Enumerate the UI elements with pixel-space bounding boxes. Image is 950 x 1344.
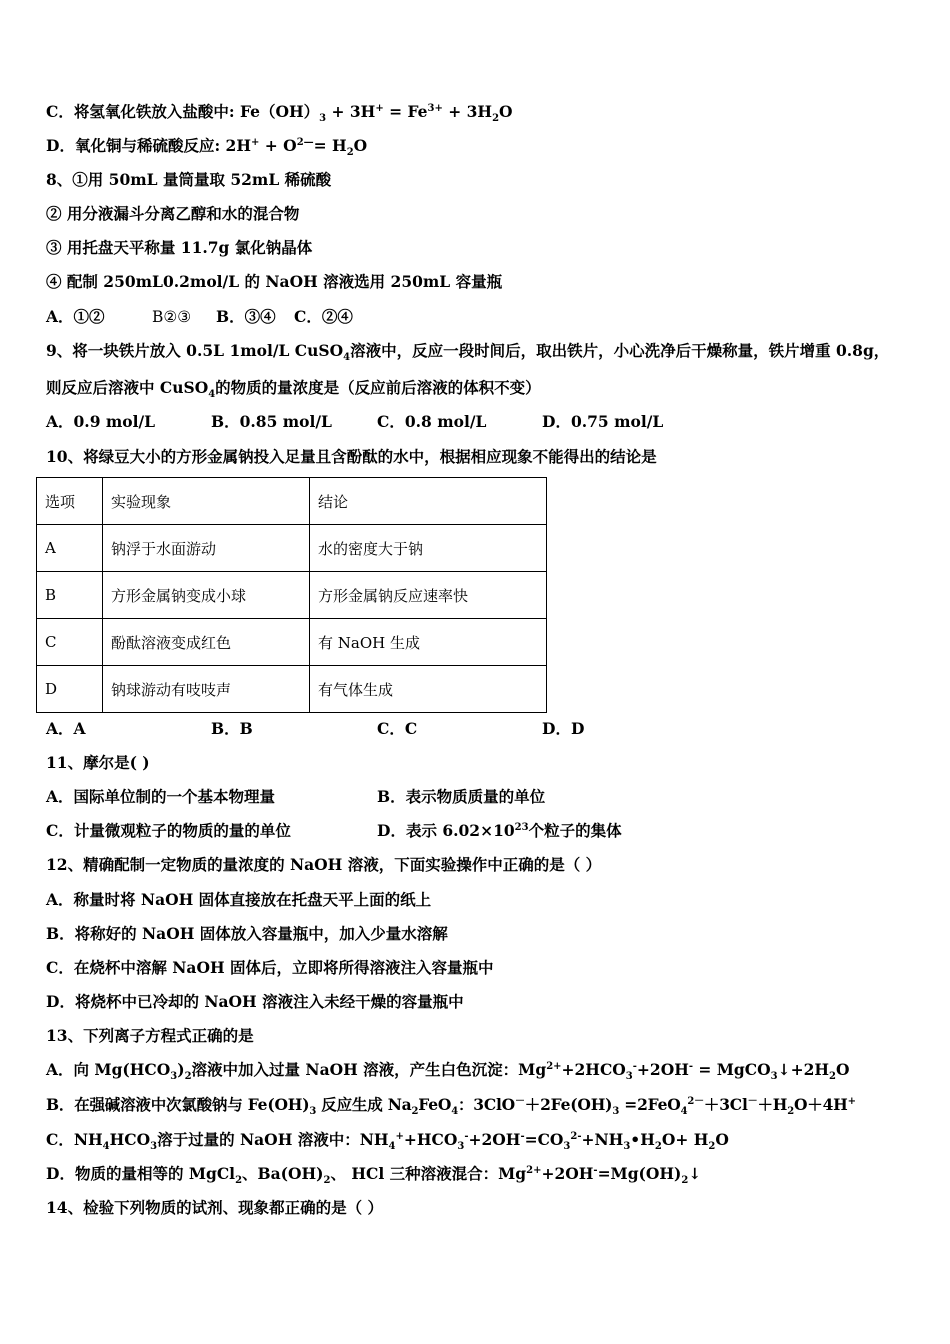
q10-option-b: B．B (211, 719, 253, 738)
q12-option-b: B．将称好的 NaOH 固体放入容量瓶中，加入少量水溶解 (46, 924, 448, 943)
table-cell: D (37, 666, 103, 713)
table-row (37, 619, 547, 666)
table-cell: 有气体生成 (310, 666, 547, 713)
table-cell: 方形金属钠变成小球 (103, 572, 310, 619)
q7-option-d: D．氧化铜与稀硫酸反应: $2H^+ + O^{2—}= H_2O$ (46, 136, 368, 159)
q12-option-a: A．称量时将 NaOH 固体直接放在托盘天平上面的纸上 (46, 890, 432, 909)
table-header-cell: 选项 (37, 478, 103, 525)
q9-option-c: C．0.8 mol/L (377, 412, 487, 431)
q9-option-d: D．0.75 mol/L (542, 412, 664, 431)
q13-stem: 13、下列离子方程式正确的是 (46, 1026, 254, 1045)
q8-item-2: ② 用分液漏斗分离乙醇和水的混合物 (46, 204, 300, 223)
q9-option-b: B．0.85 mol/L (211, 412, 332, 431)
q11-stem: 11、摩尔是( ) (46, 753, 150, 772)
table-cell: 钠球游动有吱吱声 (103, 666, 310, 713)
table-cell: B (37, 572, 103, 619)
q10-option-c: C．C (377, 719, 418, 738)
q8-option-a: A．①② (46, 307, 105, 326)
q8-item-4: ④ 配制 250mL0.2mol/L 的 NaOH 溶液选用 250mL 容量瓶 (46, 272, 503, 291)
q10-stem: 10、将绿豆大小的方形金属钠投入足量且含酚酞的水中，根据相应现象不能得出的结论是 (46, 447, 657, 466)
q12-option-c: C．在烧杯中溶解 NaOH 固体后，立即将所得溶液注入容量瓶中 (46, 958, 494, 977)
q13-option-d: D．物质的量相等的 MgCl$_2$、$Ba(OH)_2$、 HCl 三种溶液混合：$Mg^{2+}+2OH^-=Mg(OH)_2↓$ (46, 1164, 702, 1187)
table-header-cell: 实验现象 (103, 478, 310, 525)
q9-option-a: A．0.9 mol/L (46, 412, 156, 431)
q9-stem-line2: 则反应后溶液中 CuSO$_4$的物质的量浓度是（反应前后溶液的体积不变） (46, 378, 541, 401)
table-cell: 钠浮于水面游动 (103, 525, 310, 572)
table-header-row (37, 478, 547, 525)
q11-option-b: B．表示物质质量的单位 (377, 787, 546, 806)
q8-option-b1: B②③ (152, 308, 192, 326)
q7-option-c: C．将氢氧化铁放入盐酸中: $Fe(OH)_3 + 3H^+ = Fe^{3+} + 3H_2O$ (46, 102, 513, 125)
table-cell: C (37, 619, 103, 666)
q10-option-a: A．A (46, 719, 86, 738)
table-row (37, 572, 547, 619)
q12-option-d: D．将烧杯中已冷却的 NaOH 溶液注入未经干燥的容量瓶中 (46, 992, 464, 1011)
q8-option-b2: B．③④ (216, 307, 276, 326)
q8-stem: 8、①用 50mL 量筒量取 52mL 稀硫酸 (46, 170, 332, 189)
q11-option-d: D．表示 $6.02\times 10^{23}$个粒子的集体 (377, 821, 622, 840)
table-row (37, 525, 547, 572)
q8-option-c: C．②④ (294, 307, 353, 326)
q14-stem: 14、检验下列物质的试剂、现象都正确的是（ ） (46, 1198, 383, 1217)
table-header-cell: 结论 (310, 478, 547, 525)
q9-stem-line1: 9、将一块铁片放入 0.5L 1mol/L CuSO$_4$溶液中，反应一段时间后，取出铁片，小心洗净后干燥称量，铁片增重 0.8g， (46, 341, 890, 364)
q11-option-c: C．计量微观粒子的物质的量的单位 (46, 821, 291, 840)
q8-item-3: ③ 用托盘天平称量 11.7g 氯化钠晶体 (46, 238, 313, 257)
table-cell: A (37, 525, 103, 572)
q12-stem: 12、精确配制一定物质的量浓度的 NaOH 溶液，下面实验操作中正确的是（ ） (46, 855, 602, 874)
q11-option-a: A．国际单位制的一个基本物理量 (46, 787, 276, 806)
q13-option-c: C．$NH_4HCO_3$溶于过量的 NaOH 溶液中：$NH_4^++HCO_3^-+2OH^-=CO_3^{2-}+NH_3•H_2O+ H_2O$ (46, 1130, 729, 1153)
q13-option-a: A．向 $Mg(HCO_3)_2$溶液中加入过量 NaOH 溶液，产生白色沉淀：$Mg^{2+}+2HCO_3^-+2OH^-$ = $MgCO_3↓+2H_2O$ (46, 1060, 850, 1083)
table-cell: 方形金属钠反应速率快 (310, 572, 547, 619)
table-cell: 酚酞溶液变成红色 (103, 619, 310, 666)
q10-table (36, 477, 547, 713)
q13-option-b: B．在强碱溶液中次氯酸钠与 $Fe(OH)_3$ 反应生成 $Na_2FeO_4$：$3ClO^-+2Fe(OH)_3 =2FeO_4^{2-}+3Cl^-+H_2O+4H^+$ (46, 1095, 856, 1118)
table-row (37, 666, 547, 713)
table-cell: 有 NaOH 生成 (310, 619, 547, 666)
table-cell: 水的密度大于钠 (310, 525, 547, 572)
q10-option-d: D．D (542, 719, 585, 738)
